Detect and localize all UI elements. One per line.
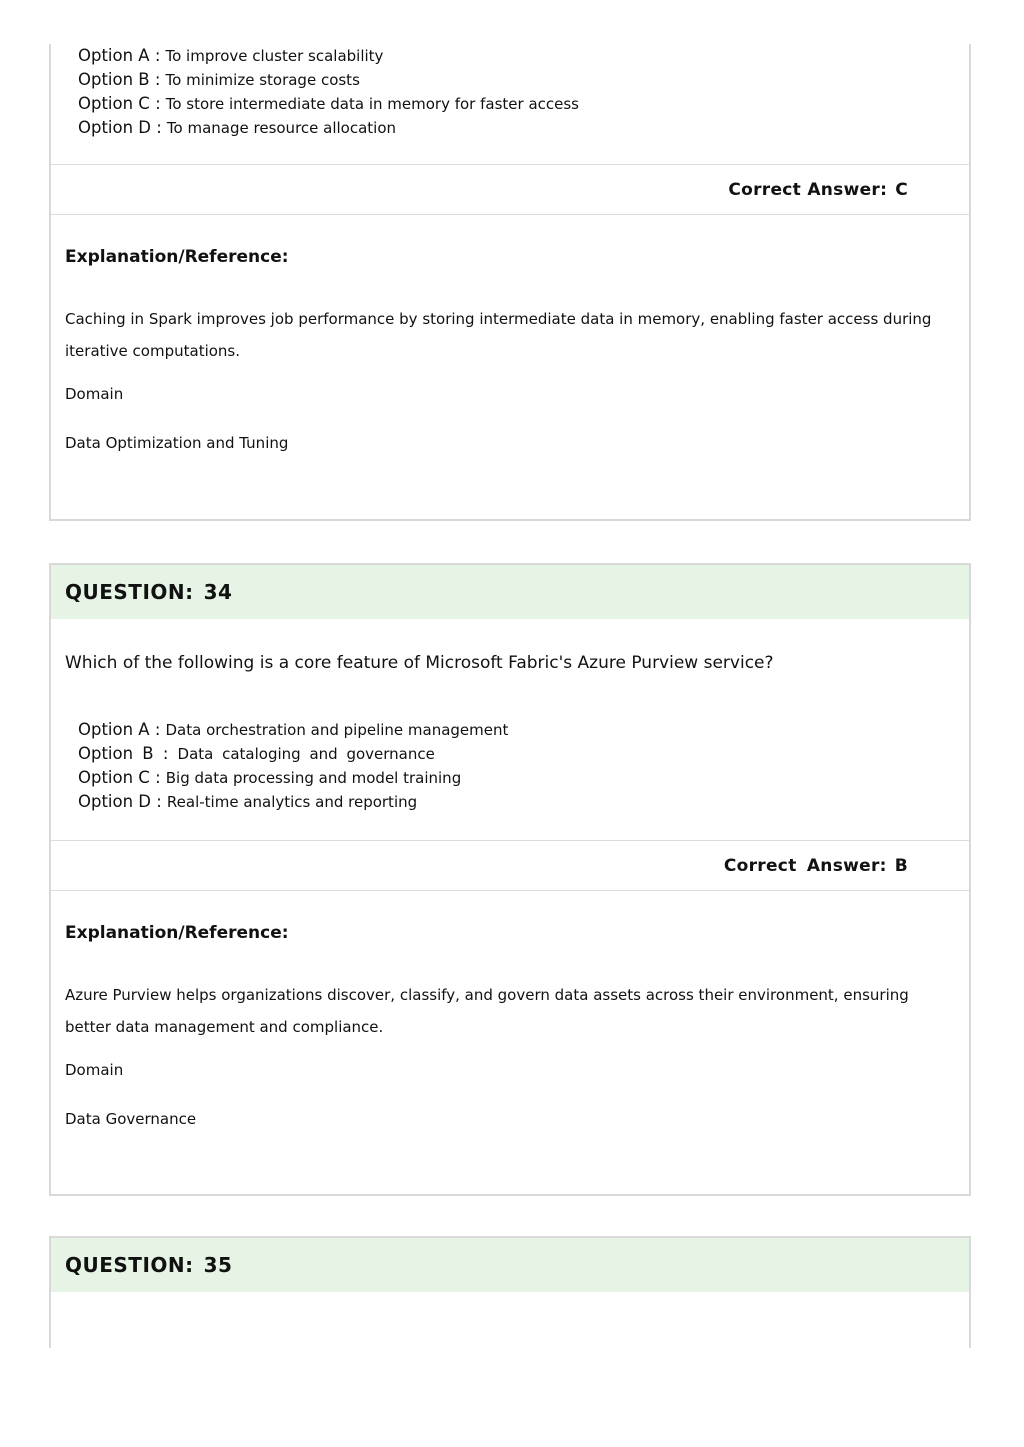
option-a bbox=[78, 718, 969, 742]
option-b bbox=[78, 742, 969, 766]
explanation-section bbox=[51, 247, 969, 454]
options-list bbox=[51, 44, 969, 164]
option-label: Option D : bbox=[78, 792, 162, 811]
domain-label: Domain bbox=[65, 385, 124, 403]
explanation-text: Azure Purview helps organizations discover, classify, and govern data assets across their environment, ensuring better data management and compliance. bbox=[65, 986, 909, 1036]
option-text: To improve cluster scalability bbox=[165, 47, 384, 65]
option-label: Option A : bbox=[78, 720, 161, 739]
option-c bbox=[78, 766, 969, 790]
option-text: To manage resource allocation bbox=[166, 119, 397, 137]
option-text: To store intermediate data in memory for faster access bbox=[165, 95, 579, 113]
option-d bbox=[78, 790, 969, 814]
option-label: Option C : bbox=[78, 94, 161, 113]
explanation-section bbox=[51, 923, 969, 1130]
correct-answer-row bbox=[51, 840, 969, 891]
correct-answer-row bbox=[51, 164, 969, 215]
correct-answer-value: B bbox=[894, 855, 908, 876]
options-list bbox=[51, 718, 969, 840]
question-number: 35 bbox=[203, 1253, 233, 1277]
question-card-34 bbox=[49, 563, 971, 1196]
option-b bbox=[78, 68, 969, 92]
question-label: QUESTION: bbox=[65, 1253, 194, 1277]
option-a bbox=[78, 44, 969, 68]
option-label: Option B : bbox=[78, 744, 169, 763]
option-text: Big data processing and model training bbox=[165, 769, 462, 787]
option-text: Data cataloging and governance bbox=[177, 745, 435, 763]
option-c bbox=[78, 92, 969, 116]
option-text: To minimize storage costs bbox=[165, 71, 360, 89]
question-card-33 bbox=[49, 44, 971, 521]
domain-label: Domain bbox=[65, 1061, 124, 1079]
explanation-title: Explanation/Reference: bbox=[65, 923, 289, 943]
domain-value: Data Optimization and Tuning bbox=[65, 434, 289, 452]
option-label: Option D : bbox=[78, 118, 162, 137]
option-label: Option B : bbox=[78, 70, 161, 89]
option-text: Real-time analytics and reporting bbox=[166, 793, 418, 811]
question-header bbox=[51, 1238, 969, 1292]
option-text: Data orchestration and pipeline management bbox=[165, 721, 509, 739]
question-header bbox=[51, 565, 969, 619]
question-label: QUESTION: bbox=[65, 580, 194, 604]
correct-answer-label: Correct Answer: bbox=[723, 855, 887, 876]
question-card-35 bbox=[49, 1236, 971, 1348]
question-text: Which of the following is a core feature of Microsoft Fabric's Azure Purview service? bbox=[65, 653, 774, 673]
explanation-text: Caching in Spark improves job performance by storing intermediate data in memory, enabling faster access during iterative computations. bbox=[65, 310, 932, 360]
correct-answer-value: C bbox=[895, 179, 908, 200]
domain-value: Data Governance bbox=[65, 1110, 197, 1128]
option-label: Option C : bbox=[78, 768, 161, 787]
correct-answer-label: Correct Answer: bbox=[728, 179, 888, 200]
question-number: 34 bbox=[203, 580, 233, 604]
explanation-title: Explanation/Reference: bbox=[65, 247, 289, 267]
option-label: Option A : bbox=[78, 46, 161, 65]
option-d bbox=[78, 116, 969, 140]
